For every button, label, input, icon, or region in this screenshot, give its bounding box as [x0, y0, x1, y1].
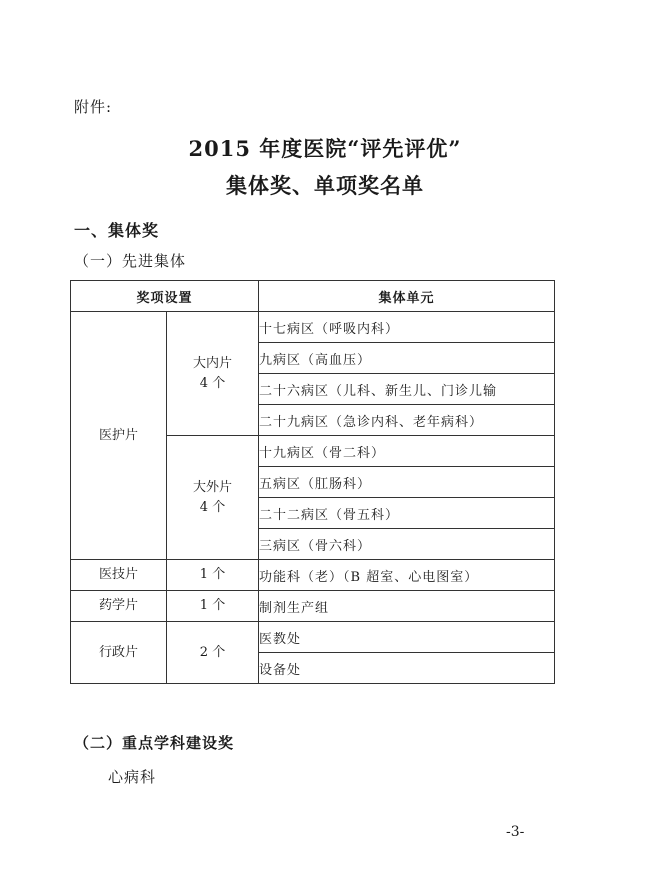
count-cell: 1 个: [167, 591, 259, 622]
attachment-label: 附件:: [74, 98, 113, 116]
table-row: [71, 622, 555, 653]
subgroup-name: 大外片: [193, 479, 233, 495]
unit-cell: 二十六病区（儿科、新生儿、门诊儿输: [259, 374, 555, 405]
header-award-setting: 奖项设置: [71, 281, 259, 312]
unit-cell: 十九病区（骨二科）: [259, 436, 555, 467]
subgroup-cell: [167, 436, 259, 560]
unit-cell: 十七病区（呼吸内科）: [259, 312, 555, 343]
unit-cell: 医教处: [259, 622, 555, 653]
unit-cell: 二十二病区（骨五科）: [259, 498, 555, 529]
subsection-heading-key-discipline: （二）重点学科建设奖: [74, 734, 235, 752]
page-number: -3-: [506, 824, 525, 840]
table-row: [71, 591, 555, 622]
unit-cell: 三病区（骨六科）: [259, 529, 555, 560]
unit-cell: 制剂生产组: [259, 591, 555, 622]
table-row: [71, 560, 555, 591]
table-row: [71, 312, 555, 343]
unit-cell: 功能科（老）（B 超室、心电图室）: [259, 560, 555, 591]
category-cell: 医护片: [71, 312, 167, 560]
unit-cell: 九病区（高血压）: [259, 343, 555, 374]
subsection-heading-advanced-collective: （一）先进集体: [74, 252, 187, 270]
document-title-line2: 集体奖、单项奖名单: [226, 173, 424, 198]
table-header-row: [71, 281, 555, 312]
unit-cell: 设备处: [259, 653, 555, 684]
award-table: [70, 280, 555, 684]
subgroup-count: 4 个: [199, 375, 226, 391]
category-cell: 行政片: [71, 622, 167, 684]
section-heading-collective-award: 一、集体奖: [74, 221, 160, 240]
subgroup-count: 4 个: [199, 499, 226, 515]
count-cell: 1 个: [167, 560, 259, 591]
category-cell: 药学片: [71, 591, 167, 622]
subgroup-cell: [167, 312, 259, 436]
category-cell: 医技片: [71, 560, 167, 591]
header-collective-unit: 集体单元: [259, 281, 555, 312]
unit-cell: 二十九病区（急诊内科、老年病科）: [259, 405, 555, 436]
document-title-line1: 2015 年度医院“评先评优”: [188, 136, 462, 161]
unit-cell: 五病区（肛肠科）: [259, 467, 555, 498]
subgroup-name: 大内片: [193, 355, 233, 371]
count-cell: 2 个: [167, 622, 259, 684]
key-discipline-item: 心病科: [108, 768, 157, 786]
